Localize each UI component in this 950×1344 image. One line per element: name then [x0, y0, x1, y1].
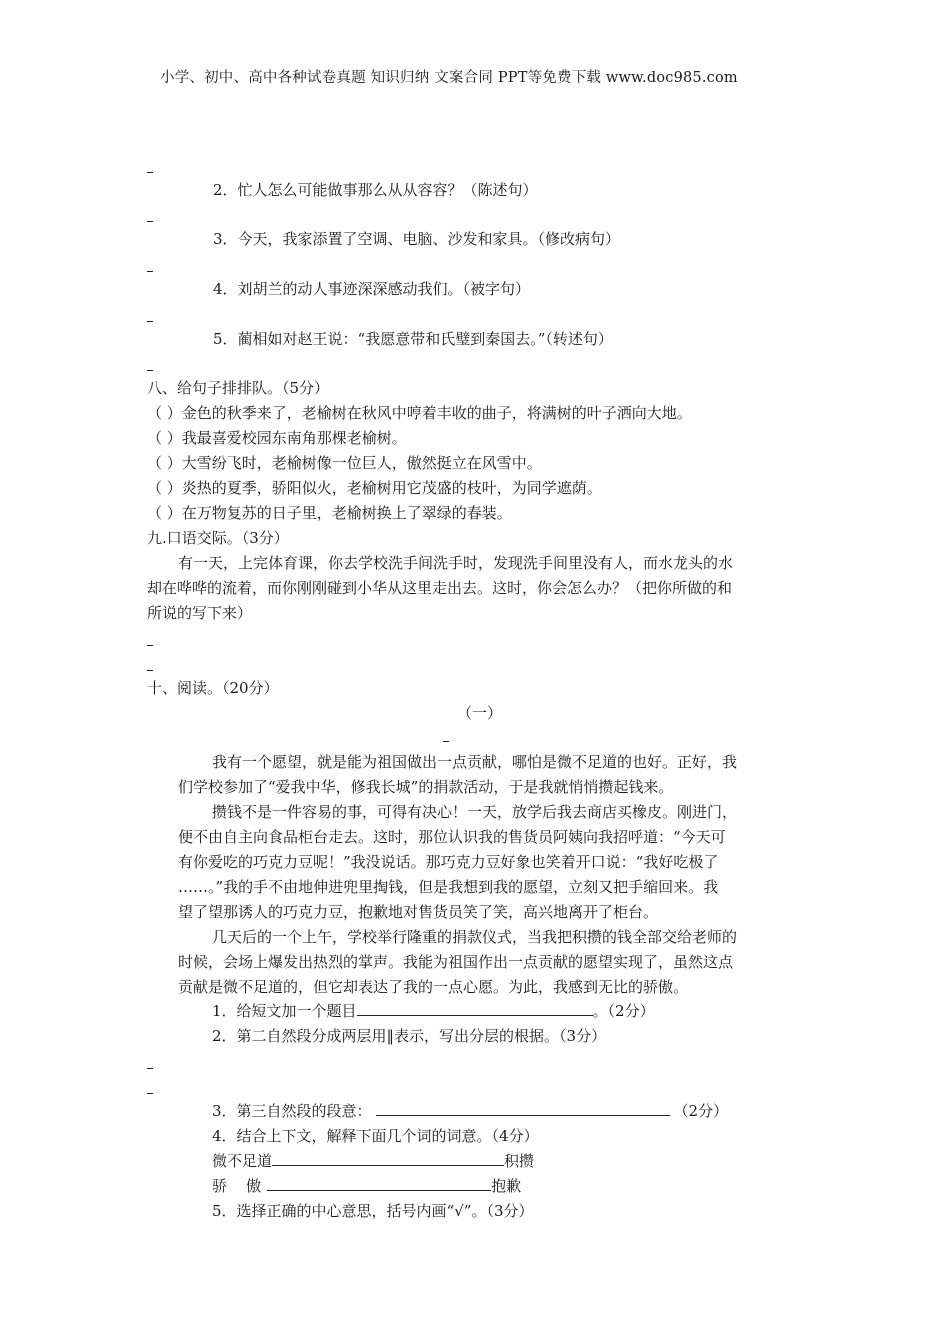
answer-line [147, 670, 153, 671]
question-4: 4．刘胡兰的动人事迹深深感动我们。（被字句） [213, 280, 531, 298]
question-text: 。（2分） [592, 1002, 655, 1020]
reading-question-4: 4．结合上下文，解释下面几个词的词意。（4分） [212, 1127, 539, 1145]
answer-line [147, 1093, 153, 1094]
paragraph-line: 有一天，上完体育课，你去学校洗手间洗手时，发现洗手间里没有人，而水龙头的水 [178, 554, 734, 572]
question-5: 5．蔺相如对赵王说：“我愿意带和氏璧到秦国去。”（转述句） [213, 330, 613, 348]
answer-line [147, 1068, 153, 1069]
meaning-blank[interactable] [267, 1176, 491, 1191]
reading-question-1 [212, 1001, 655, 1021]
answer-line [147, 172, 153, 173]
order-item: （ ）炎热的夏季，骄阳似火，老榆树用它茂盛的枝叶，为同学遮荫。 [147, 479, 602, 497]
meaning-blank[interactable] [272, 1151, 504, 1166]
word-label: 微不足道 [212, 1152, 273, 1170]
question-3: 3．今天，我家添置了空调、电脑、沙发和家具。（修改病句） [213, 230, 621, 248]
answer-line [443, 741, 449, 742]
order-item: （ ）大雪纷飞时，老榆树像一位巨人，傲然挺立在风雪中。 [147, 454, 542, 472]
summary-blank[interactable] [376, 1101, 670, 1116]
page-header: 小学、初中、高中各种试卷真题 知识归纳 文案合同 PPT等免费下载 www.doc985.com [160, 70, 738, 86]
answer-line [147, 221, 153, 222]
word-label: 抱歉 [491, 1177, 522, 1195]
order-item: （ ）在万物复苏的日子里，老榆树换上了翠绿的春装。 [147, 504, 512, 522]
passage-line: 贡献是微不足道的，但它却表达了我的一点心愿。为此，我感到无比的骄傲。 [178, 978, 689, 996]
section-10-title: 十、阅读。（20分） [147, 679, 279, 697]
word-label: 积攒 [504, 1152, 535, 1170]
reading-question-2: 2．第二自然段分成两层用‖表示，写出分层的根据。（3分） [212, 1027, 607, 1045]
reading-question-3 [212, 1101, 728, 1121]
answer-line [147, 370, 153, 371]
paragraph-line: 却在哗哗的流着，而你刚刚碰到小华从这里走出去。这时，你会怎么办？（把你所做的和 [147, 579, 733, 597]
question-2: 2．忙人怎么可能做事那么从从容容？（陈述句） [213, 181, 538, 199]
section-8-title: 八、给句子排排队。（5分） [147, 379, 330, 397]
passage-line: 我有一个愿望，就是能为祖国做出一点贡献，哪怕是微不足道的也好。正好，我 [212, 753, 738, 771]
order-item: （ ）金色的秋季来了，老榆树在秋风中哼着丰收的曲子，将满树的叶子洒向大地。 [147, 404, 692, 422]
reading-question-5: 5．选择正确的中心意思，括号内画“√”。（3分） [212, 1202, 534, 1220]
word-label: 骄 傲 [212, 1177, 262, 1195]
answer-line [147, 321, 153, 322]
passage-line: 有你爱吃的巧克力豆呢！”我没说话。那巧克力豆好象也笑着开口说：“我好吃极了 [178, 853, 719, 871]
question-text: （2分） [673, 1102, 729, 1120]
question-text: 1．给短文加一个题目 [212, 1002, 357, 1020]
passage-line: 便不由自主向食品柜台走去。这时，那位认识我的售货员阿姨向我招呼道：“今天可 [178, 828, 726, 846]
passage-line: 们学校参加了“爱我中华，修我长城”的捐款活动，于是我就悄悄攒起钱来。 [178, 778, 674, 796]
passage-line: 攒钱不是一件容易的事，可得有决心！一天，放学后我去商店买橡皮。刚进门， [212, 803, 738, 821]
passage-line: ……。”我的手不由地伸进兜里掏钱，但是我想到我的愿望，立刻又把手缩回来。我 [178, 878, 719, 896]
title-blank[interactable] [357, 1001, 593, 1016]
passage-line: 几天后的一个上午，学校举行隆重的捐款仪式，当我把积攒的钱全部交给老师的 [212, 928, 738, 946]
answer-line [147, 645, 153, 646]
paragraph-line: 所说的写下来） [147, 604, 253, 622]
section-9-title: 九.口语交际。（3分） [147, 529, 289, 547]
passage-line: 望了望那诱人的巧克力豆，抱歉地对售货员笑了笑，高兴地离开了柜台。 [178, 903, 659, 921]
answer-line [147, 271, 153, 272]
word-row [212, 1151, 534, 1171]
order-item: （ ）我最喜爱校园东南角那棵老榆树。 [147, 429, 407, 447]
passage-number: （一） [457, 704, 503, 722]
question-text: 3．第三自然段的段意： [212, 1102, 372, 1120]
word-row [212, 1176, 521, 1196]
passage-line: 时候，会场上爆发出热烈的掌声。我能为祖国作出一点贡献的愿望实现了，虽然这点 [178, 953, 734, 971]
